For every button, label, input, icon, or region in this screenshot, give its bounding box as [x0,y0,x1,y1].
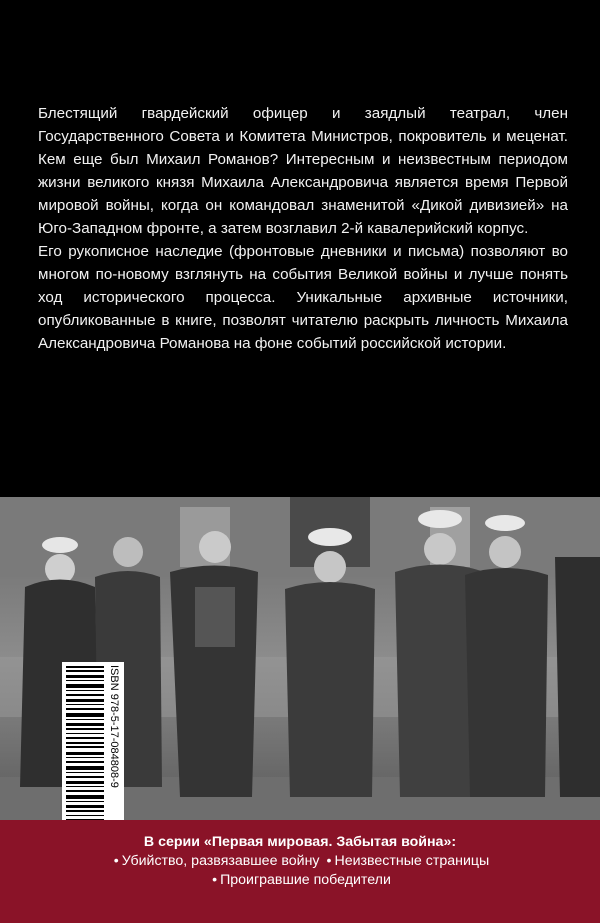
series-item-3: Проигравшие победители [220,872,391,888]
series-item-2: Неизвестные страницы [334,853,490,869]
series-item-1: Убийство, развязавшее войну [121,853,320,869]
series-line-3 [0,871,600,890]
series-bullet: • [326,853,332,869]
series-line-2 [0,852,600,871]
blurb-paragraph-2: Его рукописное наследие (фронтовые дневники и письма) позволяют во многом по-новому взглянуть на события Великой войны и лучше понять ход исторического процесса. Уникальные архивные источники, опубликованные в книге, позволят читателю раскрыть личность Михаила Александровича Романова на фоне событий российской истории. [38,243,568,352]
series-bullet: • [113,853,119,869]
isbn-number: ISBN 978-5-17-084808-9 [108,665,120,788]
series-title: В серии «Первая мировая. Забытая война»: [143,834,457,850]
blurb-paragraph-1: Блестящий гвардейский офицер и заядлый театрал, член Государственного Совета и Комитета Министров, покровитель и меценат. Кем еще был Михаил Романов? Интересным и неизвестным периодом жизни великого князя Михаила Александровича является время Первой мировой войны, когда он командовал знаменитой «Дикой дивизией» на Юго-Западном фронте, а затем возглавил 2-й кавалерийский корпус. [38,105,568,237]
blurb-text [38,102,568,355]
series-bullet: • [212,872,218,888]
series-band [0,820,600,923]
